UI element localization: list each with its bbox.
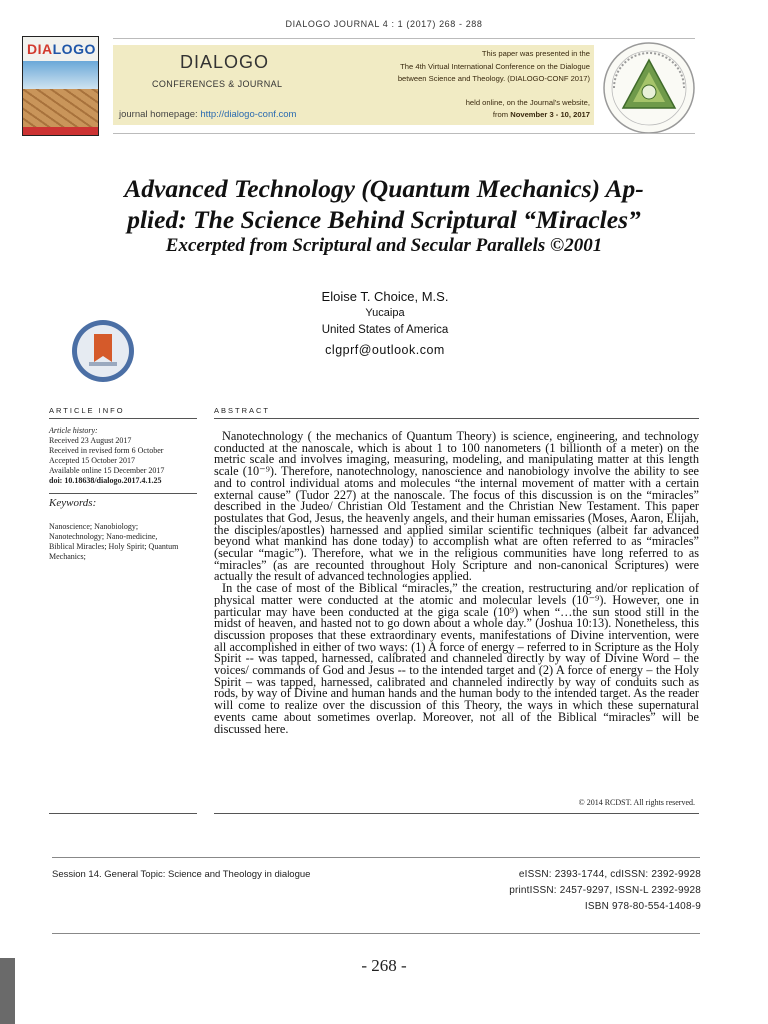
banner-note-2: The 4th Virtual International Conference on the Dialogue: [400, 62, 590, 71]
banner-note-1: This paper was presented in the: [481, 49, 590, 58]
abstract-paragraph: In the case of most of the Biblical “miracles,” the creation, restructuring and/or replication of physical matter were conducted at the atomic and molecular levels (10⁻⁹). However, one in particular may have been conducted at the giga scale (10⁹) when “…the sun stood still in the midst of heaven, and hasted not to go down about a whole day.” (Joshua 10:13). Nonetheless, this discussion proposes that these extraordinary events, manifestations of Divine intervention, were all accomplished in either of two ways: (1) A force of energy – referred to in Scripture as the Holy Spirit -- was tapped, harnessed, calibrated and channeled directly by way of Divine Word – the voices/ commands of God and Jesus -- to the intended target and (2) A force of energy – the Holy Spirit – was tapped, harnessed, calibrated and channeled indirectly by way of conduits such as rods, by way of Divine and human hands and the human body to the intended target. As the reader will come to realize over the discussion of this Theory, the ways in which these supernatural events came about sometimes overlap. Moreover, not all of the Biblical “miracles” will be discussed here.: [214, 581, 699, 736]
issn-line-2: printISSN: 2457-9297, ISSN-L 2392-9928: [509, 885, 701, 896]
page-number: - 268 -: [361, 956, 407, 975]
journal-citation: DIALOGO JOURNAL 4 : 1 (2017) 268 - 288: [285, 19, 483, 29]
cover-logo: DIALOGO: [27, 41, 96, 57]
conference-seal-logo: [601, 40, 697, 136]
article-history: Article history: Received 23 August 2017 Received in revised form 6 October Accepted 15 October 2017 Available online 15 December 2017 doi: 10.18638/dialogo.2017.4.1.25: [49, 426, 204, 486]
footer-top-rule: [52, 857, 700, 858]
article-subtitle: Excerpted from Scriptural and Secular Parallels ©2001: [165, 235, 603, 256]
banner-note-4: held online, on the Journal's website,: [465, 98, 590, 107]
author-city: Yucaipa: [365, 307, 405, 319]
journal-cover-image: [22, 36, 99, 136]
keywords-list: Nanoscience; Nanobiology; Nanotechnology; Nano-medicine, Biblical Miracles; Holy Spirit; Quantum Mechanics;: [49, 522, 179, 561]
abstract-rule: [214, 418, 699, 419]
article-info-rule: [49, 418, 197, 419]
banner-bottom-rule: [113, 133, 695, 134]
banner-note-5: from November 3 - 10, 2017: [492, 110, 590, 119]
journal-homepage: journal homepage: http://dialogo-conf.com: [119, 109, 297, 120]
article-title: Advanced Technology (Quantum Mechanics) Ap- plied: The Science Behind Scriptural “Miracles”: [124, 174, 644, 234]
copyright-notice: © 2014 RCDST. All rights reserved.: [578, 798, 695, 807]
doi: doi: 10.18638/dialogo.2017.4.1.25: [49, 476, 162, 485]
header-rule: [113, 38, 695, 39]
banner-title: DIALOGO: [180, 52, 270, 72]
author-name: Eloise T. Choice, M.S.: [321, 289, 449, 304]
banner-note-3: between Science and Theology. (DIALOGO-CONF 2017): [397, 74, 590, 83]
pdf-icon: [67, 318, 139, 384]
isbn-line: ISBN 978-80-554-1408-9: [584, 901, 701, 912]
session-topic: Session 14. General Topic: Science and Theology in dialogue: [52, 869, 311, 880]
abstract-body: [214, 431, 699, 735]
footer-bottom-rule: [52, 933, 700, 934]
abstract-label: ABSTRACT: [214, 406, 271, 415]
keywords-label: Keywords:: [49, 497, 97, 509]
abstract-paragraph: Nanotechnology ( the mechanics of Quantum Theory) is science, engineering, and technology conducted at the nanoscale, which is about 1 to 100 nanometers (1 billionth of a meter) on the metric scale and involves imaging, measuring, modeling, and manipulating matter at this length scale (10⁻⁹). Therefore, nanotechnology, nanoscience and nanobiology involve the ability to see and to control individual atoms and molecules “the internal movement of matter with a certain external cause” (Tudor 227) at the nanoscale. The focus of this discussion is on the “miracles” described in the Judeo/ Christian Old Testament and the Christian New Testament. This paper postulates that God, Jesus, the heavenly angels, and their human emissaries (Moses, Aaron, Elijah, the disciples/apostles) harnessed and applied similar scientific techniques (albeit far advanced beyond what mankind has done today) to accomplish what are often referred to as “miracles” (secular “magic”). Therefore, what we in the religious communities have long referred to as “miracles” (as are recounted throughout Holy Scripture and non-canonical Scriptures) were actually the result of advanced technologies applied.: [214, 429, 699, 584]
author-country: United States of America: [321, 324, 449, 336]
issn-line-1: eISSN: 2393-1744, cdISSN: 2392-9928: [518, 869, 701, 880]
article-info-label: ARTICLE INFO: [49, 406, 125, 415]
banner-subtitle: CONFERENCES & JOURNAL: [152, 79, 283, 89]
homepage-link[interactable]: http://dialogo-conf.com: [200, 109, 297, 120]
history-rule: [49, 493, 197, 494]
page-edge-tab: [0, 958, 15, 1024]
left-column-bottom-rule: [49, 813, 197, 814]
author-email[interactable]: clgprf@outlook.com: [325, 343, 445, 357]
abstract-bottom-rule: [214, 813, 699, 814]
